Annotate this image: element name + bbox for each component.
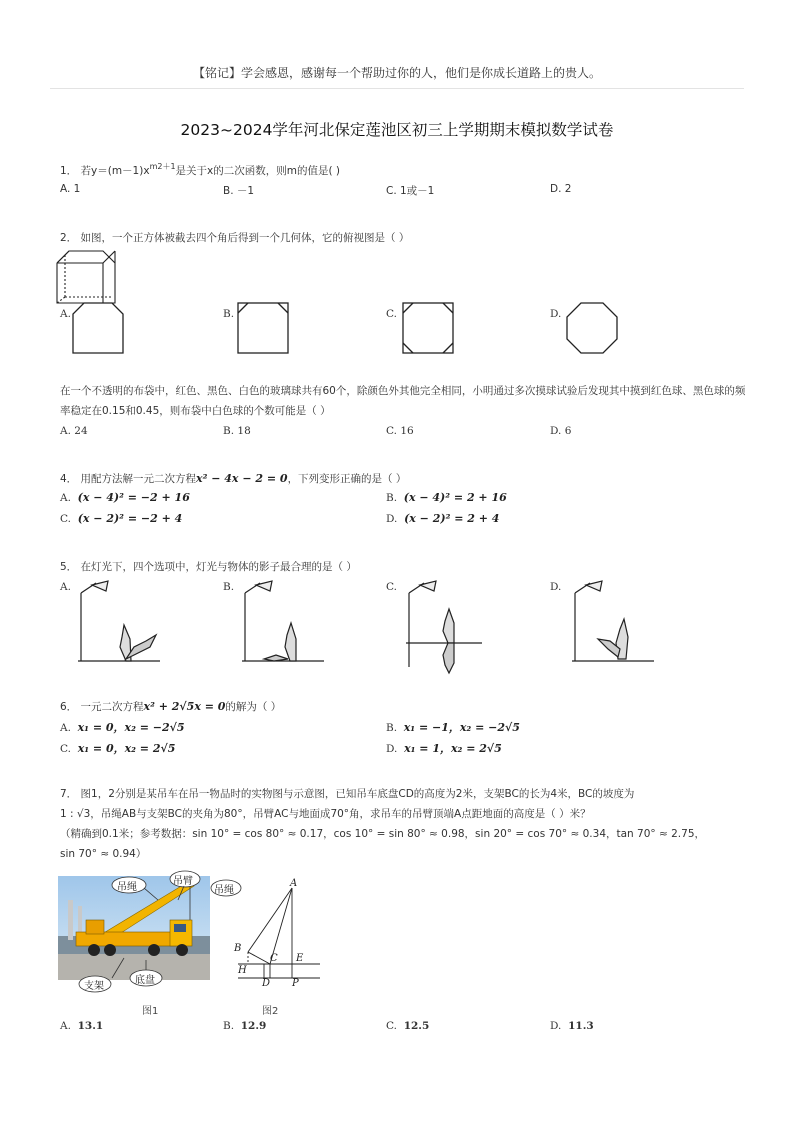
q6-option-b[interactable] [386, 719, 520, 735]
q3-stem-line2: 率稳定在0.15和0.45，则布袋中白色球的个数可能是（ ） [60, 405, 331, 417]
q3-option-c[interactable]: C. 16 [386, 425, 414, 437]
q7-option-b-label: B. [223, 1020, 235, 1032]
q6-option-b-label: B. [386, 722, 398, 734]
q6-option-d-expr: x₁ = 1，x₂ = 2√5 [404, 742, 502, 755]
q6-stem-part2: 的解为（ ） [225, 701, 282, 713]
q7-option-a-value: 13.1 [77, 1020, 104, 1032]
q7-option-c-value: 12.5 [403, 1020, 430, 1032]
q7-point-b: B [234, 943, 242, 954]
q7-option-b-value: 12.9 [240, 1020, 267, 1032]
q4-option-d-label: D. [386, 513, 398, 525]
q5-label-c[interactable]: C. [386, 581, 397, 593]
q1-stem-part1: 1． 若y＝(m－1)x [60, 165, 150, 177]
q7-point-d: D [262, 978, 271, 989]
q7-option-a[interactable] [60, 1020, 103, 1032]
q2-stem: 2． 如图，一个正方体被截去四个角后得到一个几何体，它的俯视图是（ ） [60, 232, 410, 244]
q6-option-d[interactable] [386, 740, 502, 756]
q5-label-a[interactable]: A. [60, 581, 71, 593]
q1-option-c[interactable]: C. 1或－1 [386, 185, 435, 197]
header-divider [50, 88, 744, 89]
q6-stem [60, 699, 281, 714]
q7-callout-rope-1: 吊绳 [117, 882, 137, 893]
q4-option-d[interactable] [386, 512, 499, 525]
q2-option-b-figure[interactable] [237, 302, 289, 354]
q6-option-c-expr: x₁ = 0，x₂ = 2√5 [77, 742, 176, 755]
q3-stem [60, 381, 750, 421]
q1-option-a[interactable]: A. 1 [60, 183, 81, 195]
q7-point-a: A [290, 878, 298, 889]
q4-option-c[interactable] [60, 512, 182, 525]
q1-option-d[interactable]: D. 2 [550, 183, 572, 195]
q4-option-c-expr: (x − 2)² = −2 + 4 [77, 512, 183, 525]
q1-stem-part2: 是关于x的二次函数，则m的值是( ) [175, 165, 341, 177]
q1-stem [60, 161, 340, 178]
q7-callout-support: 支架 [84, 981, 104, 992]
q6-option-a[interactable] [60, 719, 185, 735]
q5-label-b[interactable]: B. [223, 581, 235, 593]
q6-option-a-label: A. [60, 722, 71, 734]
q5-stem: 5． 在灯光下，四个选项中，灯光与物体的影子最合理的是（ ） [60, 561, 357, 573]
q4-option-c-label: C. [60, 513, 71, 525]
q7-option-d-label: D. [550, 1020, 562, 1032]
q7-fig1-caption: 图1 [142, 1006, 159, 1017]
q2-option-a-figure[interactable] [72, 302, 124, 354]
q4-option-b-expr: (x − 4)² = 2 + 16 [403, 491, 507, 504]
q7-point-c: C [270, 953, 278, 964]
q2-label-b[interactable]: B. [223, 308, 235, 320]
q5-option-c-figure[interactable] [402, 577, 492, 675]
q2-label-d[interactable]: D. [550, 308, 562, 320]
q7-stem-line2: 1 : √3，吊绳AB与支架BC的夹角为80°，吊臂AC与地面成70°角，求吊车的吊臂顶端A点距地面的高度是（ ）米？ [60, 808, 591, 820]
q6-option-c-label: C. [60, 743, 71, 755]
q7-option-c[interactable] [386, 1020, 429, 1032]
q5-option-b-figure[interactable] [238, 577, 328, 665]
q4-option-a[interactable] [60, 491, 190, 504]
q7-option-d[interactable] [550, 1020, 594, 1032]
q7-callout-rope-2: 吊绳 [214, 885, 234, 896]
q1-option-b[interactable]: B. －1 [223, 185, 255, 197]
q6-option-c[interactable] [60, 740, 175, 756]
q7-fig2-caption: 图2 [262, 1006, 279, 1017]
q7-stem-line3: （精确到0.1米；参考数据：sin 10° = cos 80° ≈ 0.17，cos 10° = sin 80° ≈ 0.98，sin 20° = cos 70° ≈ 0.34，tan 70° ≈ 2.75， [60, 828, 706, 840]
q7-stem [60, 784, 740, 864]
q2-option-c-figure[interactable] [402, 302, 454, 354]
q2-label-c[interactable]: C. [386, 308, 397, 320]
q5-option-d-figure[interactable] [568, 577, 658, 665]
q7-point-p: P [292, 978, 299, 989]
q2-label-a[interactable]: A. [60, 308, 71, 320]
q4-option-a-label: A. [60, 492, 71, 504]
q2-cube-figure [55, 245, 120, 307]
q5-option-a-figure[interactable] [74, 577, 164, 665]
q4-option-b[interactable] [386, 491, 507, 504]
q6-equation: x² + 2√5x = 0 [143, 700, 226, 713]
q7-option-c-label: C. [386, 1020, 397, 1032]
q4-option-a-expr: (x − 4)² = −2 + 16 [77, 491, 190, 504]
q7-option-d-value: 11.3 [568, 1020, 594, 1032]
q6-option-d-label: D. [386, 743, 398, 755]
motto-banner: 【铭记】学会感恩，感谢每一个帮助过你的人，他们是你成长道路上的贵人。 [192, 66, 601, 80]
q7-callout-chassis: 底盘 [135, 975, 155, 986]
q7-point-h: H [238, 965, 247, 976]
q3-option-d[interactable]: D. 6 [550, 425, 572, 437]
q4-stem [60, 471, 406, 486]
q4-stem-part2: ，下列变形正确的是（ ） [287, 473, 407, 485]
page-title: 2023~2024学年河北保定莲池区初三上学期期末模拟数学试卷 [180, 121, 614, 139]
q5-label-d[interactable]: D. [550, 581, 562, 593]
q7-stem-line4: sin 70° ≈ 0.94） [60, 848, 147, 860]
q7-stem-line1: 7． 图1，2分别是某吊车在吊一物品时的实物图与示意图，已知吊车底盘CD的高度为2米，支架BC的长为4米，BC的坡度为 [60, 788, 635, 800]
q4-option-b-label: B. [386, 492, 398, 504]
q7-point-e: E [296, 953, 304, 964]
q7-option-a-label: A. [60, 1020, 71, 1032]
q6-stem-part1: 6． 一元二次方程 [60, 701, 144, 713]
q4-option-d-expr: (x − 2)² = 2 + 4 [404, 512, 500, 525]
q4-stem-part1: 4． 用配方法解一元二次方程 [60, 473, 197, 485]
q3-option-b[interactable]: B. 18 [223, 425, 251, 437]
q2-option-d-figure[interactable] [566, 302, 618, 354]
q3-stem-line1: 在一个不透明的布袋中，红色、黑色、白色的玻璃球共有60个，除颜色外其他完全相同，小明通过多次摸球试验后发现其中摸到红色球、黑色球的频 [60, 385, 746, 397]
q7-option-b[interactable] [223, 1020, 266, 1032]
q6-option-a-expr: x₁ = 0，x₂ = −2√5 [77, 721, 185, 734]
q1-exponent: m2＋1 [149, 162, 176, 171]
q7-callout-boom: 吊臂 [173, 876, 193, 887]
q6-option-b-expr: x₁ = −1，x₂ = −2√5 [403, 721, 520, 734]
q4-equation: x² − 4x − 2 = 0 [196, 472, 288, 485]
q3-option-a[interactable]: A. 24 [60, 425, 88, 437]
